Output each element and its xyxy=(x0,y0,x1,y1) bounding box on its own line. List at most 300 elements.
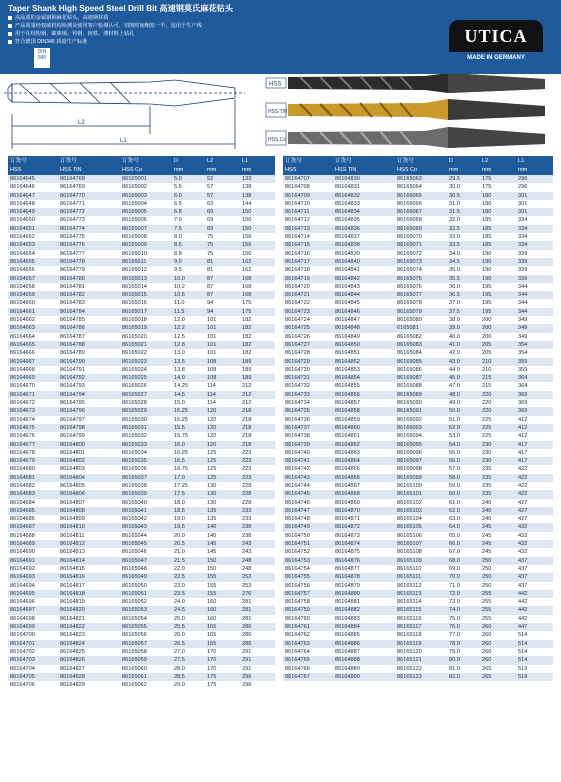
table-cell: 168 xyxy=(240,291,275,299)
table-row xyxy=(8,640,275,648)
table-cell: 86164802 xyxy=(58,457,120,465)
table-cell: 52.0 xyxy=(447,424,480,432)
table-cell: 238 xyxy=(240,523,275,531)
table-cell: 86164825 xyxy=(58,648,120,656)
table-row xyxy=(8,656,275,664)
table-row xyxy=(283,382,553,390)
table-cell: 86165079 xyxy=(395,308,447,316)
table-cell: 86165106 xyxy=(395,532,447,540)
table-cell: 39.0 xyxy=(447,324,480,332)
table-cell: 86164650 xyxy=(8,216,58,224)
table-cell: 86165086 xyxy=(395,366,447,374)
table-cell: 86165110 xyxy=(395,565,447,573)
table-cell: 190 xyxy=(480,266,516,274)
table-cell: 215 xyxy=(480,374,516,382)
table-cell: 86164755 xyxy=(283,573,333,581)
table-cell: 86164783 xyxy=(58,299,120,307)
table-cell: 38.0 xyxy=(447,316,480,324)
table-cell: 86164759 xyxy=(283,606,333,614)
table-cell: 86165075 xyxy=(395,275,447,283)
table-row xyxy=(8,548,275,556)
table-row xyxy=(283,648,553,656)
table-row xyxy=(8,565,275,573)
table-cell: 12.8 xyxy=(172,341,205,349)
table-cell: 364 xyxy=(516,382,553,390)
table-cell: 276 xyxy=(240,590,275,598)
table-cell: 16.0 xyxy=(172,441,205,449)
spec-table-left-body xyxy=(8,175,275,689)
table-cell: 86165036 xyxy=(120,465,172,473)
table-cell: 36.5 xyxy=(447,291,480,299)
table-cell: 86164703 xyxy=(8,656,58,664)
table-cell: 86164717 xyxy=(283,258,333,266)
table-cell: 86164693 xyxy=(8,573,58,581)
table-cell: 165 xyxy=(205,640,240,648)
table-cell: 255 xyxy=(480,590,516,598)
col-subheader: HSS Co xyxy=(395,166,447,175)
table-cell: 86165077 xyxy=(395,291,447,299)
table-cell: 30.5 xyxy=(447,192,480,200)
coating-tin-label: HSS TiN xyxy=(268,109,288,115)
table-cell: 86164652 xyxy=(8,233,58,241)
feature-item xyxy=(8,14,202,22)
table-cell: 334 xyxy=(516,233,553,241)
table-cell: 230 xyxy=(480,441,516,449)
table-cell: 212 xyxy=(240,399,275,407)
table-cell: 86164884 xyxy=(333,623,395,631)
table-cell: 15.0 xyxy=(172,399,205,407)
table-cell: 86164811 xyxy=(58,532,120,540)
table-cell: 86164743 xyxy=(283,474,333,482)
table-cell: 20.5 xyxy=(172,540,205,548)
table-cell: 86164681 xyxy=(8,474,58,482)
table-cell: 59.0 xyxy=(447,482,480,490)
table-cell: 86164750 xyxy=(283,532,333,540)
table-cell: 243 xyxy=(240,548,275,556)
table-row xyxy=(8,573,275,581)
table-cell: 344 xyxy=(516,299,553,307)
col-header: 订货号 xyxy=(283,156,333,166)
table-cell: 412 xyxy=(516,416,553,424)
table-cell: 14.25 xyxy=(172,382,205,390)
table-cell: 63 xyxy=(205,200,240,208)
table-cell: 86165009 xyxy=(120,241,172,249)
table-cell: 86164762 xyxy=(283,631,333,639)
table-cell: 86164869 xyxy=(333,499,395,507)
table-row xyxy=(283,482,553,490)
table-cell: 101 xyxy=(205,349,240,357)
table-cell: 168 xyxy=(240,283,275,291)
table-cell: 86165093 xyxy=(395,424,447,432)
table-row xyxy=(283,465,553,473)
table-cell: 86164827 xyxy=(58,665,120,673)
table-row xyxy=(283,399,553,407)
table-cell: 86164674 xyxy=(8,416,58,424)
table-cell: 245 xyxy=(480,540,516,548)
table-row xyxy=(283,349,553,357)
table-cell: 155 xyxy=(205,590,240,598)
table-cell: 86165031 xyxy=(120,424,172,432)
table-cell: 86165043 xyxy=(120,523,172,531)
table-cell: 86164754 xyxy=(283,565,333,573)
table-cell: 86165026 xyxy=(120,382,172,390)
table-cell: 86164669 xyxy=(8,374,58,382)
table-cell: 51.0 xyxy=(447,416,480,424)
table-cell: 86165083 xyxy=(395,341,447,349)
logo-wordmark: UTICA xyxy=(449,20,543,52)
table-cell: 86164769 xyxy=(58,183,120,191)
table-cell: 42.0 xyxy=(447,349,480,357)
table-cell: 86164807 xyxy=(58,499,120,507)
table-cell: 86165003 xyxy=(120,192,172,200)
table-cell: 86164776 xyxy=(58,241,120,249)
table-row xyxy=(8,482,275,490)
table-cell: 427 xyxy=(516,507,553,515)
table-cell: 86165048 xyxy=(120,565,172,573)
table-cell: 62.0 xyxy=(447,507,480,515)
table-row xyxy=(283,366,553,374)
table-cell: 86164777 xyxy=(58,250,120,258)
table-row xyxy=(283,216,553,224)
table-cell: 230 xyxy=(480,449,516,457)
table-cell: 30.0 xyxy=(447,183,480,191)
table-cell: 86165095 xyxy=(395,441,447,449)
table-cell: 17.5 xyxy=(172,490,205,498)
table-row xyxy=(283,183,553,191)
bullet-icon xyxy=(8,40,12,44)
table-row xyxy=(8,333,275,341)
table-cell: 52 xyxy=(205,175,240,183)
table-cell: 56.0 xyxy=(447,457,480,465)
table-cell: 86165108 xyxy=(395,548,447,556)
table-cell: 86164821 xyxy=(58,615,120,623)
table-cell: 86164657 xyxy=(8,275,58,283)
table-cell: 170 xyxy=(205,656,240,664)
table-row xyxy=(8,465,275,473)
table-cell: 138 xyxy=(240,192,275,200)
table-cell: 447 xyxy=(516,623,553,631)
table-cell: 79.0 xyxy=(447,648,480,656)
table-cell: 286 xyxy=(240,623,275,631)
table-cell: 86164775 xyxy=(58,233,120,241)
table-cell: 86165008 xyxy=(120,233,172,241)
drill-co-image xyxy=(288,127,545,148)
table-cell: 250 xyxy=(480,557,516,565)
table-cell: 432 xyxy=(516,548,553,556)
table-cell: 75.0 xyxy=(447,615,480,623)
table-cell: 86164822 xyxy=(58,623,120,631)
table-cell: 200 xyxy=(480,324,516,332)
table-cell: 150 xyxy=(205,565,240,573)
table-cell: 301 xyxy=(516,200,553,208)
table-row xyxy=(283,673,553,681)
table-row xyxy=(8,424,275,432)
table-cell: 86164723 xyxy=(283,308,333,316)
table-cell: 86165059 xyxy=(120,656,172,664)
table-cell: 175 xyxy=(240,308,275,316)
table-cell: 86165041 xyxy=(120,507,172,515)
table-cell: 50.0 xyxy=(447,407,480,415)
table-cell: 86164876 xyxy=(333,557,395,565)
table-cell: 86164890 xyxy=(333,673,395,681)
table-cell: 86164800 xyxy=(58,441,120,449)
table-cell: 349 xyxy=(516,333,553,341)
table-cell: 218 xyxy=(240,407,275,415)
table-cell: 301 xyxy=(516,208,553,216)
table-cell: 220 xyxy=(480,391,516,399)
table-cell: 412 xyxy=(516,424,553,432)
table-cell: 86165005 xyxy=(120,208,172,216)
table-cell: 86165104 xyxy=(395,515,447,523)
table-cell: 86164863 xyxy=(333,449,395,457)
table-row xyxy=(283,640,553,648)
table-cell: 31.5 xyxy=(447,208,480,216)
table-row xyxy=(283,432,553,440)
table-row xyxy=(283,225,553,233)
table-cell: 86165091 xyxy=(395,407,447,415)
table-cell: 86164697 xyxy=(8,606,58,614)
table-cell: 86165045 xyxy=(120,540,172,548)
table-cell: 86164710 xyxy=(283,200,333,208)
table-row xyxy=(283,615,553,623)
table-cell: 86164795 xyxy=(58,399,120,407)
table-cell: 86164772 xyxy=(58,208,120,216)
table-cell: 86164765 xyxy=(283,656,333,664)
table-cell: 245 xyxy=(480,523,516,531)
table-cell: 260 xyxy=(480,648,516,656)
table-cell: 71.0 xyxy=(447,582,480,590)
table-cell: 86165049 xyxy=(120,573,172,581)
table-row xyxy=(8,258,275,266)
table-cell: 190 xyxy=(480,258,516,266)
feature-list xyxy=(8,14,202,46)
table-cell: 255 xyxy=(480,606,516,614)
table-cell: 86164680 xyxy=(8,465,58,473)
table-cell: 86164733 xyxy=(283,391,333,399)
col-header: 订货号 xyxy=(58,156,120,166)
table-cell: 86165030 xyxy=(120,416,172,424)
table-cell: 86164768 xyxy=(58,175,120,183)
table-row xyxy=(8,349,275,357)
table-row xyxy=(8,250,275,258)
table-cell: 442 xyxy=(516,606,553,614)
table-cell: 23.5 xyxy=(172,590,205,598)
table-cell: 412 xyxy=(516,432,553,440)
table-cell: 86165018 xyxy=(120,316,172,324)
table-cell: 86164672 xyxy=(8,399,58,407)
col-header: 订货号 xyxy=(333,156,395,166)
table-cell: 86164818 xyxy=(58,590,120,598)
table-row xyxy=(283,573,553,581)
table-row xyxy=(283,523,553,531)
table-cell: 86164684 xyxy=(8,499,58,507)
table-cell: 86165089 xyxy=(395,391,447,399)
table-cell: 286 xyxy=(240,640,275,648)
table-cell: 26.0 xyxy=(172,631,205,639)
table-row xyxy=(8,432,275,440)
table-cell: 31.0 xyxy=(447,200,480,208)
table-cell: 5.0 xyxy=(172,175,205,183)
table-cell: 86164878 xyxy=(333,573,395,581)
table-cell: 86165069 xyxy=(395,225,447,233)
table-cell: 86165092 xyxy=(395,416,447,424)
table-cell: 86165060 xyxy=(120,665,172,673)
table-cell: 240 xyxy=(480,507,516,515)
table-cell: 86164666 xyxy=(8,349,58,357)
feature-item xyxy=(8,30,202,38)
table-cell: 86164687 xyxy=(8,523,58,531)
table-cell: 86164828 xyxy=(58,673,120,681)
table-cell: 170 xyxy=(205,648,240,656)
table-cell: 86164779 xyxy=(58,266,120,274)
table-cell: 21.5 xyxy=(172,557,205,565)
table-cell: 86165006 xyxy=(120,216,172,224)
table-cell: 40.0 xyxy=(447,333,480,341)
table-cell: 86165118 xyxy=(395,631,447,639)
table-cell: 66.0 xyxy=(447,540,480,548)
table-cell: 86164655 xyxy=(8,258,58,266)
table-cell: 210 xyxy=(480,366,516,374)
table-cell: 86164872 xyxy=(333,523,395,531)
table-cell: 87 xyxy=(205,291,240,299)
table-cell: 369 xyxy=(516,399,553,407)
table-cell: 86164804 xyxy=(58,474,120,482)
table-cell: 185 xyxy=(480,233,516,241)
table-cell: 86165051 xyxy=(120,590,172,598)
table-cell: 235 xyxy=(480,490,516,498)
table-row xyxy=(283,407,553,415)
table-cell: 25.5 xyxy=(172,623,205,631)
table-cell: 14.5 xyxy=(172,391,205,399)
table-cell: 86165078 xyxy=(395,299,447,307)
table-row xyxy=(283,665,553,673)
table-cell: 24.5 xyxy=(172,606,205,614)
table-cell: 248 xyxy=(240,557,275,565)
table-cell: 281 xyxy=(240,615,275,623)
table-cell: 108 xyxy=(205,358,240,366)
table-cell: 86164857 xyxy=(333,399,395,407)
table-cell: 15.75 xyxy=(172,432,205,440)
table-cell: 281 xyxy=(240,606,275,614)
table-cell: 12.2 xyxy=(172,324,205,332)
table-cell: 86164856 xyxy=(333,391,395,399)
table-cell: 86164694 xyxy=(8,582,58,590)
table-cell: 6.5 xyxy=(172,200,205,208)
table-cell: 86164671 xyxy=(8,391,58,399)
table-cell: 86164771 xyxy=(58,200,120,208)
table-cell: 349 xyxy=(516,316,553,324)
table-cell: 86164766 xyxy=(283,665,333,673)
table-cell: 32.0 xyxy=(447,216,480,224)
table-cell: 37.5 xyxy=(447,308,480,316)
table-cell: 108 xyxy=(205,366,240,374)
feature-text: 符合德国 DIN345 质量生产标准 xyxy=(15,39,88,45)
table-cell: 86164832 xyxy=(333,192,395,200)
table-cell: 125 xyxy=(205,465,240,473)
table-cell: 86164663 xyxy=(8,324,58,332)
table-cell: 86164676 xyxy=(8,432,58,440)
table-cell: 182 xyxy=(240,324,275,332)
table-cell: 86165098 xyxy=(395,465,447,473)
table-cell: 86164718 xyxy=(283,266,333,274)
table-cell: 195 xyxy=(480,299,516,307)
table-cell: 86165032 xyxy=(120,432,172,440)
table-row xyxy=(8,681,275,689)
table-cell: 175 xyxy=(240,299,275,307)
table-cell: 75 xyxy=(205,233,240,241)
table-cell: 120 xyxy=(205,441,240,449)
table-cell: 86164726 xyxy=(283,333,333,341)
table-cell: 86164763 xyxy=(283,640,333,648)
table-cell: 86164753 xyxy=(283,557,333,565)
table-cell: 86164760 xyxy=(283,615,333,623)
table-cell: 86165112 xyxy=(395,582,447,590)
table-cell: 86164849 xyxy=(333,333,395,341)
table-cell: 86164748 xyxy=(283,515,333,523)
table-cell: 34.5 xyxy=(447,258,480,266)
table-cell: 86164824 xyxy=(58,640,120,648)
table-cell: 86164790 xyxy=(58,358,120,366)
table-cell: 86164852 xyxy=(333,358,395,366)
table-cell: 16.75 xyxy=(172,465,205,473)
table-cell: 86164713 xyxy=(283,225,333,233)
table-row xyxy=(283,474,553,482)
table-cell: 86164860 xyxy=(333,424,395,432)
table-cell: 218 xyxy=(240,424,275,432)
table-cell: 86164722 xyxy=(283,299,333,307)
table-row xyxy=(283,341,553,349)
table-cell: 86164708 xyxy=(283,183,333,191)
table-cell: 86164842 xyxy=(333,275,395,283)
table-cell: 296 xyxy=(240,681,275,689)
table-cell: 86165070 xyxy=(395,233,447,241)
feature-item xyxy=(8,38,202,46)
table-cell: 86164801 xyxy=(58,449,120,457)
table-cell: 86164647 xyxy=(8,192,58,200)
table-cell: 175 xyxy=(205,673,240,681)
table-row xyxy=(283,590,553,598)
table-cell: 86165121 xyxy=(395,656,447,664)
table-cell: 86165082 xyxy=(395,333,447,341)
table-cell: 240 xyxy=(480,499,516,507)
table-cell: 86164853 xyxy=(333,366,395,374)
table-cell: 369 xyxy=(516,391,553,399)
table-cell: 225 xyxy=(480,424,516,432)
table-cell: 427 xyxy=(516,499,553,507)
table-cell: 86164653 xyxy=(8,241,58,249)
table-cell: 86164682 xyxy=(8,482,58,490)
table-cell: 235 xyxy=(480,482,516,490)
table-cell: 86164711 xyxy=(283,208,333,216)
table-cell: 35.5 xyxy=(447,275,480,283)
table-row xyxy=(283,233,553,241)
table-cell: 86164823 xyxy=(58,631,120,639)
table-cell: 114 xyxy=(205,382,240,390)
logo-tagline: MADE IN GERMANY xyxy=(467,55,525,61)
table-cell: 253 xyxy=(240,573,275,581)
table-cell: 144 xyxy=(240,200,275,208)
table-cell: 86164787 xyxy=(58,333,120,341)
table-cell: 86164746 xyxy=(283,499,333,507)
table-cell: 86164701 xyxy=(8,640,58,648)
table-cell: 223 xyxy=(240,449,275,457)
table-row xyxy=(8,324,275,332)
table-cell: 54.0 xyxy=(447,441,480,449)
table-cell: 86164835 xyxy=(333,216,395,224)
table-cell: 175 xyxy=(205,681,240,689)
table-cell: 514 xyxy=(516,648,553,656)
table-cell: 86165065 xyxy=(395,192,447,200)
